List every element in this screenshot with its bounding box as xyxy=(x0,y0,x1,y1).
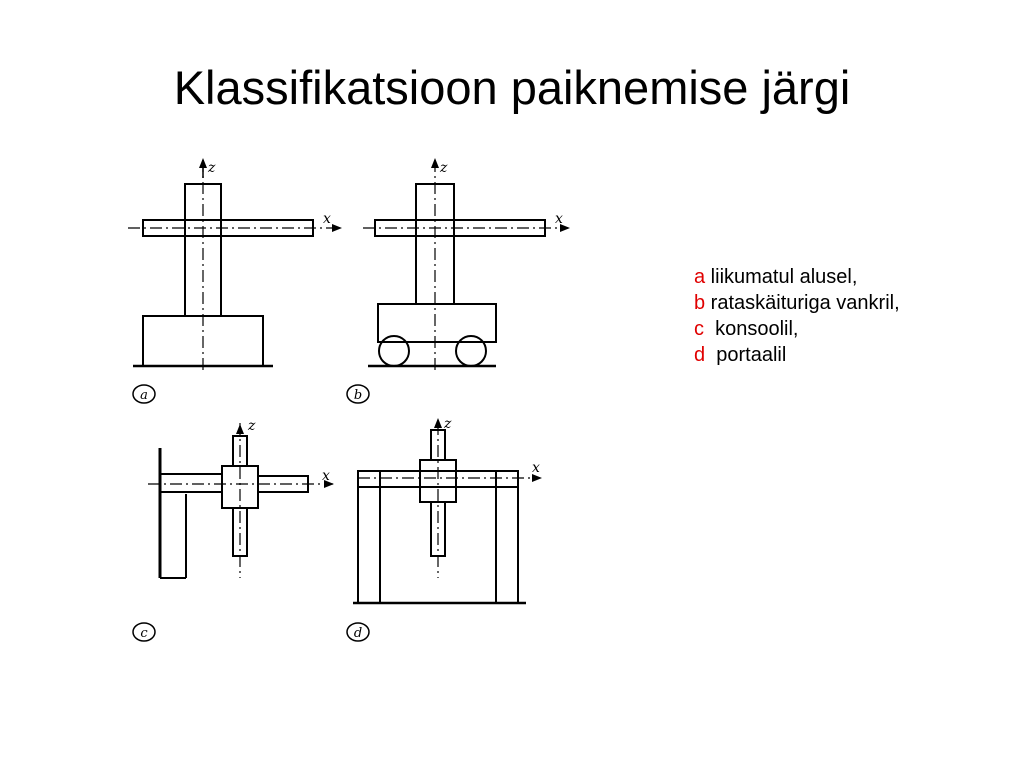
legend-text-c: konsoolil, xyxy=(704,318,799,340)
panel-label-c: c xyxy=(140,626,148,641)
legend-letter-a: a xyxy=(694,266,706,288)
legend-item-d xyxy=(694,342,944,368)
legend-text-d: portaalil xyxy=(705,344,787,366)
panel-b-drawing xyxy=(363,158,570,373)
axis-z-label-a: z xyxy=(208,160,216,176)
legend-item-c xyxy=(694,316,944,342)
legend-letter-b: b xyxy=(694,292,706,314)
panel-d-drawing xyxy=(353,418,542,603)
legend-item-a xyxy=(694,264,944,290)
legend-text-a: liikumatul alusel, xyxy=(705,266,858,288)
placement-legend xyxy=(694,264,944,368)
axis-z-label-d: z xyxy=(444,416,452,432)
panel-c-drawing xyxy=(148,423,334,578)
robot-placement-diagram xyxy=(88,138,608,678)
legend-letter-d: d xyxy=(694,344,706,366)
legend-item-b xyxy=(694,290,944,316)
axis-z-label-b: z xyxy=(440,160,448,176)
diagram-svg xyxy=(88,138,608,678)
panel-a-drawing xyxy=(128,158,342,373)
panel-label-d: d xyxy=(353,626,363,641)
axis-x-label-d: x xyxy=(532,460,540,476)
axis-z-label-c: z xyxy=(248,418,256,434)
axis-x-label-c: x xyxy=(322,468,330,484)
axis-x-label-a: x xyxy=(323,211,331,227)
legend-letter-c: c xyxy=(694,318,704,340)
axis-x-label-b: x xyxy=(555,211,563,227)
slide-title: Klassifikatsioon paiknemise järgi xyxy=(173,61,851,114)
panel-label-b: b xyxy=(353,388,363,403)
panel-label-a: a xyxy=(140,388,148,403)
legend-text-b: rataskäituriga vankril, xyxy=(705,292,900,314)
